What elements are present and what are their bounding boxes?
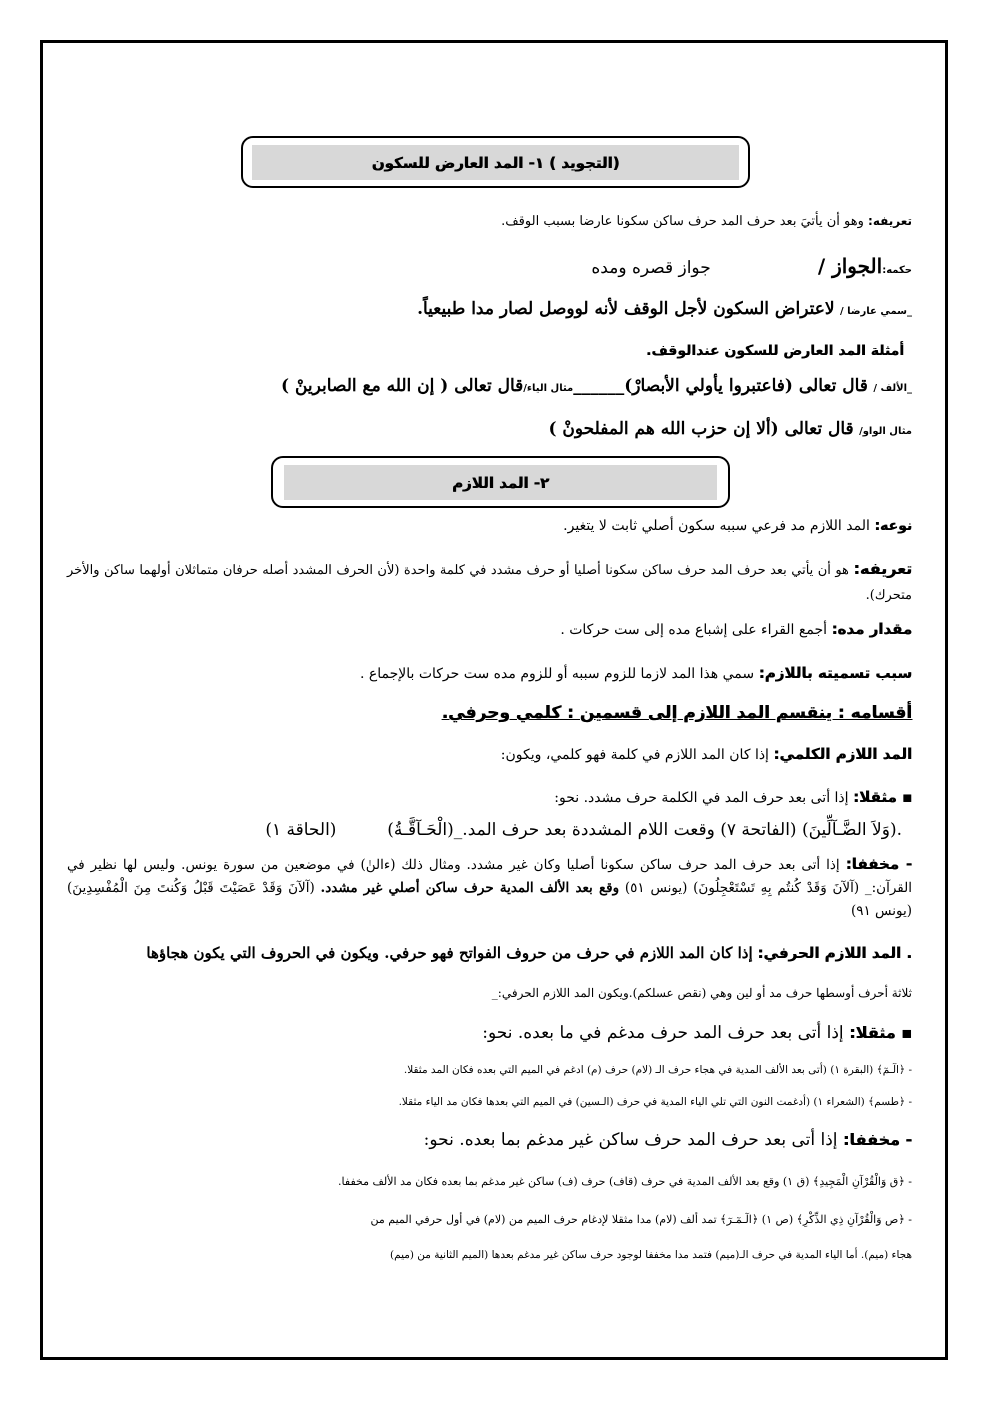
page-border [40, 40, 948, 1360]
type-line [563, 518, 912, 534]
muthaqqal-label: ▪ مثقلا: [853, 788, 912, 806]
harfi-line2 [492, 986, 912, 1000]
kalimi-label: المد اللازم الكلمي: [773, 745, 912, 763]
harfi-text: إذا كان المد اللازم في حرف من حروف الفواتح فهو حرفي. ويكون في الحروف التي يكون هجاؤها [146, 944, 753, 962]
h-mukhaffaf-label: - مخففا: [842, 1130, 912, 1149]
h-muthaqqal-text: إذا أتى بعد حرف المد حرف مدغم في ما بعده. نحو: [482, 1023, 844, 1043]
muthaqqal-line [554, 788, 912, 806]
amount-label: مقدار مده: [831, 620, 912, 638]
h-example4-text: - ﴿ص وَالْقُرْآنِ ذِي الذِّكْرِ﴾ (ص ١) ﴿الٓـمٓـرٓ﴾ تمد ألف (لام) مدا مثقلا لإدغام حرف الميم من (لام) في أول حرفي الميم من [370, 1213, 912, 1226]
h-example3 [338, 1175, 912, 1188]
ruling-line [591, 254, 912, 278]
example-alif-text: قال تعالى (فاعتبروا يأولي الأبصارْ)______ [573, 376, 868, 396]
definition2-label: تعريفه: [853, 559, 912, 578]
h-example1-text: - ﴿الٓـمٓ﴾ (البقرة ١) (أتى بعد الألف المدية في هجاء حرف الـ (لام) حرف (م) ادغم في الميم التي بعده فكان المد مثقلا. [403, 1064, 912, 1076]
definition2-text: هو أن يأتي بعد حرف المد حرف ساكن سكونا أصليا أو حرف مشدد في كلمة واحدة (لأن الحرف المشدد أصله حرفان متماثلان أولهما ساكن والأخر متحرك). [67, 563, 912, 603]
kalimi-text: إذا كان المد اللازم في كلمة فهو كلمي، ويكون: [500, 747, 769, 763]
reason-label: سبب تسميته باللازم: [758, 664, 912, 682]
muthaqqal-ref: (الحاقة ١) [265, 820, 337, 840]
h-example3-text: - ﴿ق وَالْقُرْآنِ الْمَجِيدِ﴾ (ق ١) وقع بعد الألف المدية في حرف (قاف) حرف (ف) ساكن غير مدغم بما بعده فكان مد الألف مخففا. [338, 1175, 912, 1188]
h-example2 [399, 1096, 912, 1108]
h-mukhaffaf-line [424, 1130, 912, 1150]
naming-label: _سمي عارضا / [839, 306, 912, 317]
naming-line [417, 299, 912, 319]
definition-line [501, 214, 912, 229]
example-alif-label: _الألف / [873, 383, 912, 394]
example-waw-line [548, 419, 912, 439]
muthaqqal-text: إذا أتى بعد حرف المد في الكلمة حرف مشدد. نحو: [554, 790, 849, 806]
example-ya-label: مثال الياء/ [523, 383, 574, 394]
example-alif-ya-line [281, 376, 912, 396]
harfi-text2: ثلاثة أحرف أوسطها حرف مد أو لين وهي (نقص عسلكم).ويكون المد اللازم الحرفي:_ [491, 986, 912, 1000]
h-example5 [390, 1249, 912, 1261]
ruling-label: حكمه: [882, 265, 912, 276]
ruling-value: الجواز / [817, 254, 883, 278]
harfi-line [146, 944, 912, 962]
harfi-label: . المد اللازم الحرفي: [757, 944, 912, 962]
example-ya-text: قال تعالى ( إن الله مع الصابرينْ ) [281, 376, 524, 396]
type-text: المد اللازم مد فرعي سببه سكون أصلي ثابت لا يتغير. [563, 518, 870, 534]
amount-text: أجمع القراء على إشباع مده إلى ست حركات . [560, 622, 827, 638]
divisions-heading [442, 703, 912, 723]
muthaqqal-example-line [265, 820, 902, 840]
kalimi-line [501, 745, 912, 763]
amount-line [560, 620, 912, 638]
example-waw-label: مثال الواو/ [859, 426, 912, 437]
h-example5-text: هجاء (ميم). أما الياء المدية في حرف الـ(ميم) فتمد مدا مخففا لوجود حرف ساكن غير مدغم بعدها (الميم الثانية من (ميم) [390, 1249, 912, 1261]
reason-text: سمي هذا المد لازما للزوم سببه أو للزوم مده ست حركات بالإجماع . [359, 666, 755, 682]
h-example4 [371, 1213, 912, 1226]
h-muthaqqal-label: ▪ مثقلا: [849, 1023, 912, 1042]
section1-title: (التجويد ) ١- المد العارض للسكون [252, 145, 739, 180]
type-label: نوعه: [874, 518, 912, 534]
definition-text: وهو أن يأتيَ بعد حرف المد حرف ساكن سكونا عارضا بسبب الوقف. [501, 214, 864, 229]
example-waw-text: قال تعالى (ألا إن حزب الله هم المفلحونْ ) [548, 419, 854, 439]
examples-heading [646, 343, 904, 359]
mukhaffaf-block [67, 853, 912, 923]
mukhaffaf-bold: وقع بعد الألف المدية حرف ساكن أصلي غير مشدد. [320, 880, 620, 896]
mukhaffaf-label: - مخففا: [845, 855, 912, 873]
h-muthaqqal-line [482, 1023, 912, 1043]
naming-text: لاعتراض السكون لأجل الوقف لأنه لووصل لصار مدا طبيعياً. [417, 299, 835, 319]
mukhaffaf-text: إذا أتى بعد حرف المد حرف ساكن سكونا أصليا وكان غير مشدد. ومثال ذلك (ءالنٰ) في موضعين من سورة يونس. وليس لها نظير في القرآن:_ (آلآنَ وَقَدْ كُنتُم بِهِ تَسْتَعْجِلُونَ) (يونس ٥١) [67, 857, 912, 896]
definition-label: تعريفه: [868, 214, 912, 228]
section2-title: ٢- المد اللازم [284, 465, 717, 500]
examples-heading-text: أمثلة المد العارض للسكون عندالوقف. [646, 343, 904, 359]
ruling-text: جواز قصره ومده [591, 258, 711, 278]
muthaqqal-example: .(وَلاَ الضَّـآلِّينَ) (الفاتحة ٧) وقعت اللام المشددة بعد حرف المد._(الْحَـآقَّـةُ) [387, 820, 902, 840]
h-example2-text: - ﴿طسم﴾ (الشعراء ١) (أدغمت النون التي تلي الياء المدية في حرف (الـسين) في الميم التي بعدها فكان مد الياء مثقلا. [398, 1096, 912, 1108]
h-example1 [404, 1064, 912, 1076]
mukhaffaf-example2: (آلآنَ وَقَدْ عَصَيْتَ قَبْلُ وَكُنتَ مِنَ الْمُفْسِدِينَ) (يونس ٩١) [67, 880, 912, 919]
definition2-block [67, 556, 912, 608]
reason-line [360, 664, 912, 682]
h-mukhaffaf-text: إذا أتى بعد حرف المد حرف ساكن غير مدغم بما بعده. نحو: [423, 1130, 838, 1150]
divisions-heading-text: أقسامه : ينقسم المد اللازم إلى قسمين : كلمي وحرفي. [441, 703, 912, 723]
